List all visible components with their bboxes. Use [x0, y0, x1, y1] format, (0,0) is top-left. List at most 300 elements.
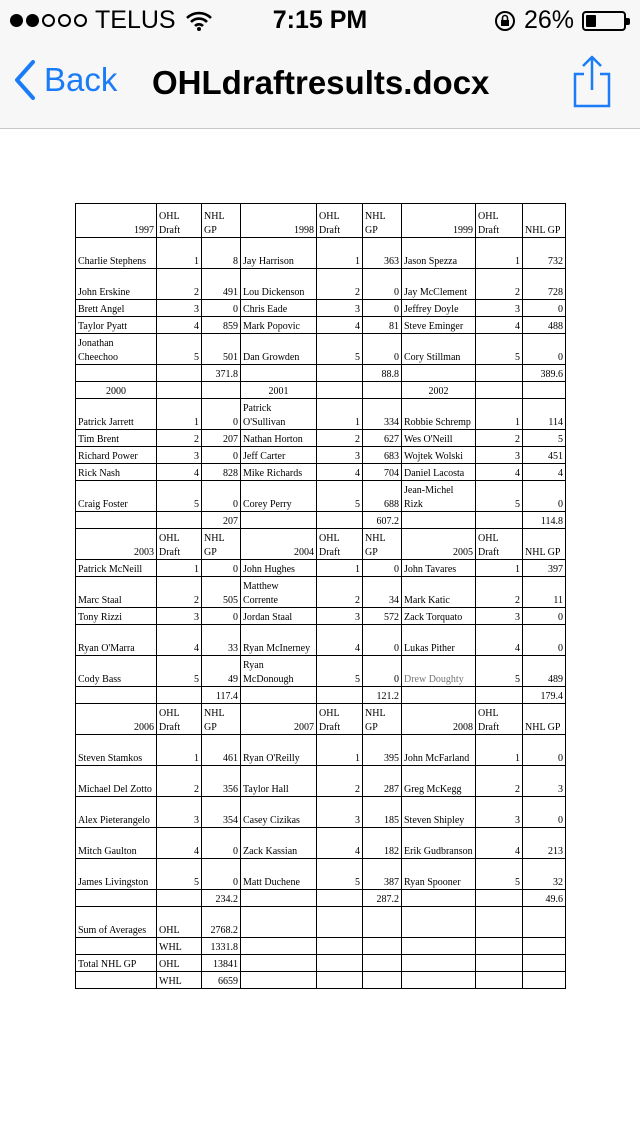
table-cell: 4 — [476, 317, 523, 334]
table-cell: 3 — [317, 608, 363, 625]
table-cell: 3 — [317, 300, 363, 317]
table-cell — [402, 938, 476, 955]
table-cell: Brett Angel — [76, 300, 157, 317]
table-cell: 2 — [317, 269, 363, 300]
table-cell: 4 — [157, 625, 202, 656]
table-cell: 1997 — [76, 204, 157, 238]
table-cell: 1 — [157, 238, 202, 269]
table-cell: Dan Growden — [241, 334, 317, 365]
table-cell: NHL GP — [523, 529, 566, 560]
table-cell: 0 — [523, 334, 566, 365]
table-cell: 4 — [157, 828, 202, 859]
table-cell: 2007 — [241, 704, 317, 735]
table-cell: 5 — [476, 656, 523, 687]
table-cell: 501 — [202, 334, 241, 365]
header-row — [76, 204, 566, 238]
table-cell: OHL Draft — [317, 704, 363, 735]
table-cell: Sum of Averages — [76, 907, 157, 938]
table-cell: Matt Duchene — [241, 859, 317, 890]
header-row — [76, 529, 566, 560]
table-cell: 451 — [523, 447, 566, 464]
table-cell: 0 — [202, 399, 241, 430]
player-row — [76, 481, 566, 512]
document-viewer[interactable] — [0, 129, 640, 1136]
table-cell — [523, 955, 566, 972]
table-cell: 185 — [363, 797, 402, 828]
table-cell: 2008 — [402, 704, 476, 735]
table-cell: 5 — [317, 334, 363, 365]
table-cell: 4 — [157, 317, 202, 334]
player-row — [76, 656, 566, 687]
table-cell: Wes O'Neill — [402, 430, 476, 447]
table-cell: 117.4 — [202, 687, 241, 704]
table-cell — [402, 365, 476, 382]
table-cell — [157, 382, 202, 399]
table-cell: Nathan Horton — [241, 430, 317, 447]
table-cell — [76, 972, 157, 989]
table-cell: 683 — [363, 447, 402, 464]
table-cell — [476, 938, 523, 955]
table-cell — [317, 890, 363, 907]
table-cell — [317, 972, 363, 989]
table-cell — [476, 907, 523, 938]
table-cell: 1999 — [402, 204, 476, 238]
table-cell: OHL — [157, 955, 202, 972]
table-cell: 1331.8 — [202, 938, 241, 955]
table-cell: 728 — [523, 269, 566, 300]
table-cell: 2 — [476, 430, 523, 447]
table-cell — [402, 890, 476, 907]
table-cell: 0 — [363, 334, 402, 365]
table-cell: NHL GP — [363, 704, 402, 735]
table-cell — [317, 382, 363, 399]
table-cell: 5 — [523, 430, 566, 447]
table-cell — [241, 955, 317, 972]
table-cell: 49.6 — [523, 890, 566, 907]
table-cell — [317, 907, 363, 938]
table-cell: Taylor Hall — [241, 766, 317, 797]
table-cell: 4 — [523, 464, 566, 481]
table-cell: NHL GP — [202, 529, 241, 560]
summary-row — [76, 907, 566, 938]
table-cell: 1 — [476, 735, 523, 766]
table-cell: Total NHL GP — [76, 955, 157, 972]
table-cell — [241, 512, 317, 529]
table-cell: Cory Stillman — [402, 334, 476, 365]
table-cell — [523, 382, 566, 399]
chevron-left-icon — [14, 60, 36, 100]
table-cell — [402, 512, 476, 529]
table-cell: NHL GP — [363, 204, 402, 238]
table-cell: 2 — [157, 577, 202, 608]
table-cell: 5 — [157, 656, 202, 687]
table-cell: Rick Nash — [76, 464, 157, 481]
table-cell: 0 — [523, 735, 566, 766]
table-cell: Alex Pieterangelo — [76, 797, 157, 828]
table-cell — [523, 907, 566, 938]
table-cell: Mark Katic — [402, 577, 476, 608]
table-cell: 1998 — [241, 204, 317, 238]
table-cell: 0 — [202, 447, 241, 464]
table-cell: OHL — [157, 907, 202, 938]
table-cell: Matthew Corrente — [241, 577, 317, 608]
table-cell: 114 — [523, 399, 566, 430]
table-cell: OHL Draft — [157, 704, 202, 735]
table-cell — [157, 687, 202, 704]
table-cell: 0 — [363, 300, 402, 317]
table-cell — [317, 955, 363, 972]
table-cell: Wojtek Wolski — [402, 447, 476, 464]
table-cell: OHL Draft — [476, 529, 523, 560]
table-cell: John Erskine — [76, 269, 157, 300]
table-cell: 2006 — [76, 704, 157, 735]
table-cell: 1 — [317, 238, 363, 269]
table-cell: OHL Draft — [317, 204, 363, 238]
table-cell: 2 — [157, 766, 202, 797]
player-row — [76, 560, 566, 577]
player-row — [76, 766, 566, 797]
table-cell: 356 — [202, 766, 241, 797]
table-cell — [76, 890, 157, 907]
table-cell: 0 — [202, 560, 241, 577]
table-cell: 4 — [317, 317, 363, 334]
table-cell — [317, 938, 363, 955]
table-cell: NHL GP — [202, 204, 241, 238]
table-cell: 1 — [157, 735, 202, 766]
table-cell: Ryan McInerney — [241, 625, 317, 656]
table-cell: Marc Staal — [76, 577, 157, 608]
table-cell: 2003 — [76, 529, 157, 560]
table-cell: Corey Perry — [241, 481, 317, 512]
player-row — [76, 430, 566, 447]
table-cell: Charlie Stephens — [76, 238, 157, 269]
table-cell — [523, 938, 566, 955]
table-cell: 0 — [202, 828, 241, 859]
back-button[interactable] — [14, 60, 117, 100]
table-cell: Drew Doughty — [402, 656, 476, 687]
table-cell: 2 — [157, 269, 202, 300]
table-cell: 0 — [363, 560, 402, 577]
battery-percent: 26% — [523, 6, 574, 34]
table-cell: 3 — [523, 766, 566, 797]
draft-results-table — [75, 203, 566, 989]
table-cell: Steven Shipley — [402, 797, 476, 828]
table-cell: 0 — [523, 608, 566, 625]
table-cell: Patrick O'Sullivan — [241, 399, 317, 430]
table-cell: 2001 — [241, 382, 317, 399]
table-cell: 627 — [363, 430, 402, 447]
table-cell: 32 — [523, 859, 566, 890]
table-cell — [76, 365, 157, 382]
summary-row — [76, 955, 566, 972]
table-cell: NHL GP — [523, 704, 566, 735]
table-cell: Jonathan Cheechoo — [76, 334, 157, 365]
table-cell: 13841 — [202, 955, 241, 972]
table-cell: Jean-Michel Rizk — [402, 481, 476, 512]
table-cell: 0 — [202, 481, 241, 512]
table-cell: 2002 — [402, 382, 476, 399]
table-cell: 3 — [157, 797, 202, 828]
table-cell: 5 — [157, 481, 202, 512]
table-cell: Michael Del Zotto — [76, 766, 157, 797]
player-row — [76, 625, 566, 656]
table-cell: 387 — [363, 859, 402, 890]
table-cell: 3 — [157, 300, 202, 317]
table-cell — [241, 890, 317, 907]
table-cell: Taylor Pyatt — [76, 317, 157, 334]
table-cell: Jeff Carter — [241, 447, 317, 464]
table-cell: 0 — [202, 859, 241, 890]
navigation-bar — [0, 40, 640, 129]
table-cell: 334 — [363, 399, 402, 430]
player-row — [76, 399, 566, 430]
table-cell: 287.2 — [363, 890, 402, 907]
battery-icon — [582, 11, 626, 31]
table-cell: 389.6 — [523, 365, 566, 382]
table-cell: 5 — [317, 859, 363, 890]
table-cell: 0 — [523, 300, 566, 317]
table-cell — [402, 955, 476, 972]
player-row — [76, 828, 566, 859]
table-cell: Mitch Gaulton — [76, 828, 157, 859]
table-cell: 6659 — [202, 972, 241, 989]
player-row — [76, 334, 566, 365]
table-cell: 3 — [157, 447, 202, 464]
table-cell — [241, 972, 317, 989]
table-cell: 182 — [363, 828, 402, 859]
table-cell: 2 — [157, 430, 202, 447]
player-row — [76, 859, 566, 890]
avg-row — [76, 512, 566, 529]
table-cell — [241, 938, 317, 955]
table-cell — [317, 512, 363, 529]
table-cell: NHL GP — [202, 704, 241, 735]
table-cell: 213 — [523, 828, 566, 859]
table-cell — [241, 365, 317, 382]
back-label: Back — [44, 61, 118, 98]
table-cell: Steve Eminger — [402, 317, 476, 334]
table-cell — [476, 972, 523, 989]
table-cell: 1 — [157, 399, 202, 430]
table-cell: 395 — [363, 735, 402, 766]
table-cell: 2000 — [76, 382, 157, 399]
table-cell: OHL Draft — [317, 529, 363, 560]
table-cell: 688 — [363, 481, 402, 512]
table-cell: John McFarland — [402, 735, 476, 766]
table-cell: 34 — [363, 577, 402, 608]
table-cell — [363, 938, 402, 955]
table-cell: OHL Draft — [476, 704, 523, 735]
table-cell: NHL GP — [523, 204, 566, 238]
table-cell: 0 — [523, 481, 566, 512]
table-cell — [202, 382, 241, 399]
table-cell: 3 — [476, 300, 523, 317]
table-cell: 354 — [202, 797, 241, 828]
table-cell — [402, 972, 476, 989]
player-row — [76, 447, 566, 464]
table-cell: 4 — [317, 625, 363, 656]
table-cell: Daniel Lacosta — [402, 464, 476, 481]
table-cell: 2004 — [241, 529, 317, 560]
table-cell — [363, 907, 402, 938]
table-cell: 1 — [317, 560, 363, 577]
avg-row — [76, 687, 566, 704]
table-cell — [76, 687, 157, 704]
table-cell: 491 — [202, 269, 241, 300]
summary-row — [76, 938, 566, 955]
table-cell: 4 — [476, 625, 523, 656]
table-cell: 1 — [317, 735, 363, 766]
table-cell: Jeffrey Doyle — [402, 300, 476, 317]
table-cell — [402, 687, 476, 704]
table-cell — [76, 512, 157, 529]
player-row — [76, 269, 566, 300]
table-cell: 2 — [317, 766, 363, 797]
table-cell: Ryan McDonough — [241, 656, 317, 687]
table-cell: 0 — [202, 300, 241, 317]
table-cell: 207 — [202, 512, 241, 529]
table-cell: Jay Harrison — [241, 238, 317, 269]
table-cell: Mark Popovic — [241, 317, 317, 334]
table-cell: 859 — [202, 317, 241, 334]
table-cell — [476, 955, 523, 972]
table-cell: WHL — [157, 938, 202, 955]
table-cell: 33 — [202, 625, 241, 656]
table-cell: James Livingston — [76, 859, 157, 890]
table-cell: 1 — [476, 238, 523, 269]
table-cell: Steven Stamkos — [76, 735, 157, 766]
table-cell: Patrick Jarrett — [76, 399, 157, 430]
carrier-name: TELUS — [95, 6, 176, 34]
table-cell: 704 — [363, 464, 402, 481]
player-row — [76, 797, 566, 828]
player-row — [76, 238, 566, 269]
table-cell: Cody Bass — [76, 656, 157, 687]
table-cell — [476, 687, 523, 704]
table-cell: 732 — [523, 238, 566, 269]
table-cell — [523, 972, 566, 989]
status-bar — [0, 0, 640, 40]
table-cell — [476, 890, 523, 907]
clock: 7:15 PM — [272, 6, 368, 34]
table-cell: 179.4 — [523, 687, 566, 704]
table-cell: 0 — [363, 625, 402, 656]
table-cell: Jordan Staal — [241, 608, 317, 625]
table-cell: 121.2 — [363, 687, 402, 704]
summary-row — [76, 972, 566, 989]
table-cell — [241, 687, 317, 704]
table-cell: 2 — [476, 766, 523, 797]
table-cell — [317, 365, 363, 382]
table-cell: 2 — [476, 269, 523, 300]
table-cell: 3 — [317, 797, 363, 828]
player-row — [76, 608, 566, 625]
table-cell: 371.8 — [202, 365, 241, 382]
avg-row — [76, 890, 566, 907]
table-cell: Patrick McNeill — [76, 560, 157, 577]
table-cell: Erik Gudbranson — [402, 828, 476, 859]
table-cell: John Hughes — [241, 560, 317, 577]
player-row — [76, 577, 566, 608]
table-cell: 4 — [476, 464, 523, 481]
table-cell: 0 — [523, 625, 566, 656]
table-cell: Lou Dickenson — [241, 269, 317, 300]
table-cell: 1 — [476, 399, 523, 430]
table-cell: 114.8 — [523, 512, 566, 529]
table-cell: Jay McClement — [402, 269, 476, 300]
table-cell: Richard Power — [76, 447, 157, 464]
table-cell: John Tavares — [402, 560, 476, 577]
table-cell: Tony Rizzi — [76, 608, 157, 625]
table-cell: 4 — [476, 828, 523, 859]
table-cell: 828 — [202, 464, 241, 481]
table-cell — [363, 382, 402, 399]
table-cell: 3 — [476, 608, 523, 625]
table-cell: OHL Draft — [157, 529, 202, 560]
player-row — [76, 464, 566, 481]
table-cell: Zack Torquato — [402, 608, 476, 625]
table-cell: 2 — [317, 430, 363, 447]
table-cell: 3 — [317, 447, 363, 464]
table-cell: 1 — [157, 560, 202, 577]
table-cell: 287 — [363, 766, 402, 797]
table-cell — [476, 382, 523, 399]
table-cell — [476, 365, 523, 382]
share-button[interactable] — [572, 54, 612, 113]
table-cell: 5 — [476, 481, 523, 512]
table-cell — [402, 907, 476, 938]
table-cell: 5 — [476, 334, 523, 365]
table-cell: 4 — [317, 828, 363, 859]
player-row — [76, 317, 566, 334]
table-cell: 4 — [157, 464, 202, 481]
table-cell: 49 — [202, 656, 241, 687]
table-cell: 5 — [157, 859, 202, 890]
table-cell: NHL GP — [363, 529, 402, 560]
table-cell: 2 — [317, 577, 363, 608]
table-cell — [476, 512, 523, 529]
table-cell: 2768.2 — [202, 907, 241, 938]
table-cell — [157, 890, 202, 907]
table-cell: 234.2 — [202, 890, 241, 907]
table-cell: Chris Eade — [241, 300, 317, 317]
orientation-lock-icon — [494, 10, 516, 32]
table-cell: Zack Kassian — [241, 828, 317, 859]
table-cell: Jason Spezza — [402, 238, 476, 269]
table-cell: WHL — [157, 972, 202, 989]
player-row — [76, 735, 566, 766]
table-cell: 81 — [363, 317, 402, 334]
table-cell: Lukas Pither — [402, 625, 476, 656]
table-cell: OHL Draft — [476, 204, 523, 238]
table-cell: 5 — [157, 334, 202, 365]
table-cell — [363, 972, 402, 989]
table-cell: 461 — [202, 735, 241, 766]
table-cell — [241, 907, 317, 938]
table-cell — [157, 365, 202, 382]
table-cell: Casey Cizikas — [241, 797, 317, 828]
table-cell: Ryan Spooner — [402, 859, 476, 890]
avg-row — [76, 365, 566, 382]
table-cell: 489 — [523, 656, 566, 687]
table-cell: 8 — [202, 238, 241, 269]
document-title: OHLdraftresults.docx — [152, 64, 490, 101]
table-cell — [363, 955, 402, 972]
table-cell: 1 — [476, 560, 523, 577]
table-cell: Tim Brent — [76, 430, 157, 447]
table-cell: 3 — [476, 797, 523, 828]
table-cell: 5 — [476, 859, 523, 890]
